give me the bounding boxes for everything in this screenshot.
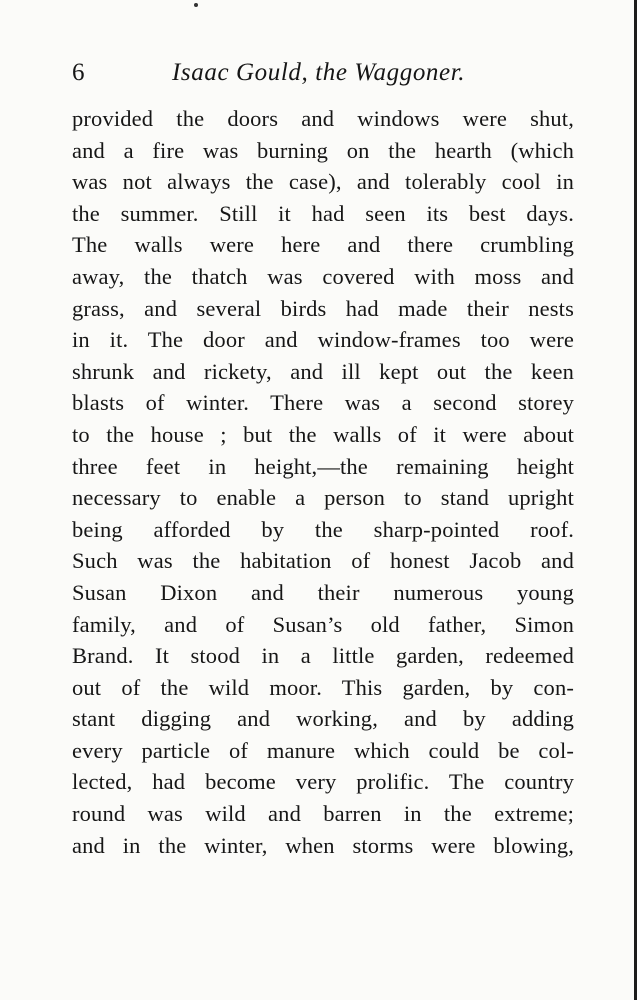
- text-line: grass, and several birds had made their nests: [72, 295, 574, 321]
- text-line: every particle of manure which could be col-: [72, 737, 574, 763]
- text-line: being afforded by the sharp-pointed roof.: [72, 516, 574, 542]
- text-line: away, the thatch was covered with moss and: [72, 263, 574, 289]
- text-line: the summer. Still it had seen its best days.: [72, 200, 574, 226]
- text-line: stant digging and working, and by adding: [72, 706, 574, 732]
- text-line: blasts of winter. There was a second storey: [72, 390, 574, 416]
- running-title: Isaac Gould, the Waggoner.: [172, 59, 466, 86]
- text-line: lected, had become very prolific. The country: [72, 769, 574, 795]
- page-number: 6: [72, 59, 85, 86]
- body-text: [72, 103, 574, 861]
- text-line: and a fire was burning on the hearth (which: [72, 137, 574, 163]
- text-line: was not always the case), and tolerably cool in: [72, 169, 574, 195]
- text-line: and in the winter, when storms were blowing,: [72, 832, 574, 858]
- text-line: family, and of Susan’s old father, Simon: [72, 611, 574, 637]
- text-line: Such was the habitation of honest Jacob and: [72, 548, 574, 574]
- text-line: shrunk and rickety, and ill kept out the keen: [72, 358, 574, 384]
- text-line: three feet in height,—the remaining height: [72, 453, 574, 479]
- page-header: [72, 55, 574, 91]
- text-line: round was wild and barren in the extreme;: [72, 801, 574, 827]
- text-line: in it. The door and window-frames too were: [72, 327, 574, 353]
- text-line: to the house ; but the walls of it were about: [72, 421, 574, 447]
- print-speck: [194, 3, 198, 7]
- text-line: Susan Dixon and their numerous young: [72, 579, 574, 605]
- text-line: necessary to enable a person to stand upright: [72, 485, 574, 511]
- text-line: provided the doors and windows were shut,: [72, 106, 574, 131]
- text-line: The walls were here and there crumbling: [72, 232, 574, 258]
- text-line: out of the wild moor. This garden, by con-: [72, 674, 574, 700]
- text-line: Brand. It stood in a little garden, redeemed: [72, 643, 574, 669]
